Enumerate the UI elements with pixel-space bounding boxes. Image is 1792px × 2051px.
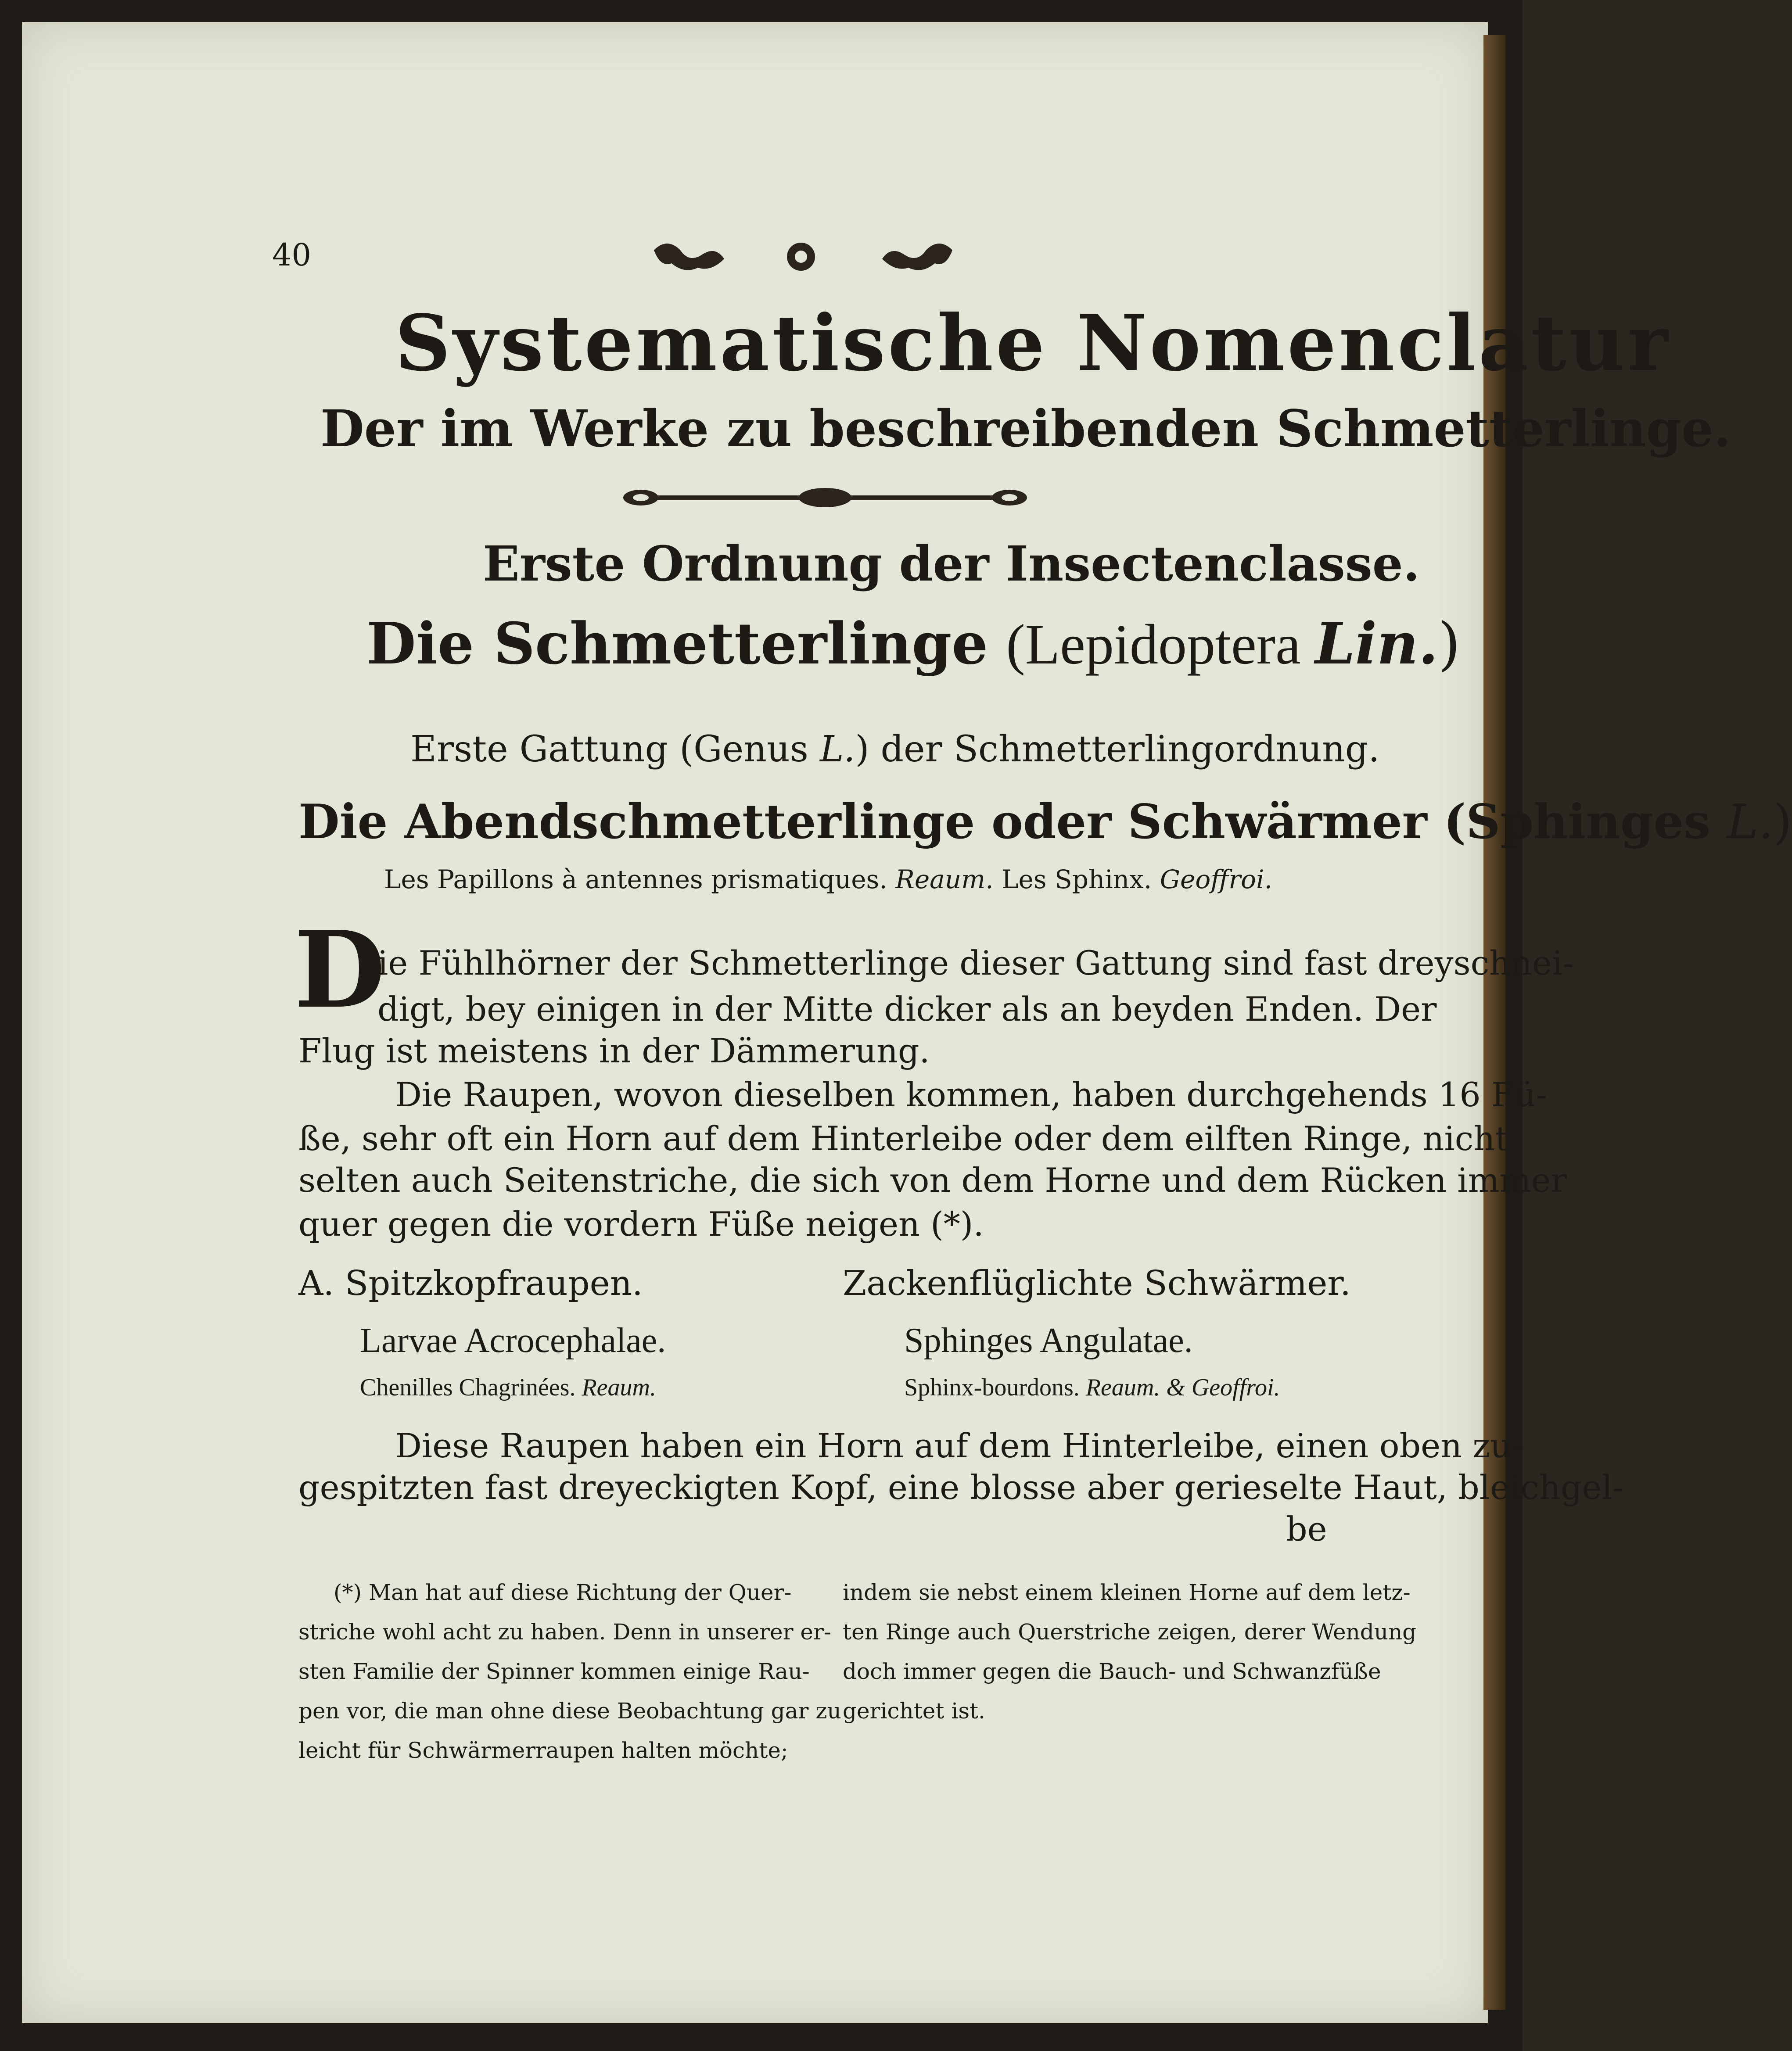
- chenilles-text: Chenilles Chagrinées.: [360, 1374, 582, 1401]
- section-body-line: Diese Raupen haben ein Horn auf dem Hinterleibe, einen oben zu-: [395, 1426, 1523, 1465]
- top-ornament: [650, 233, 957, 281]
- lepidoptera-author: Lin.: [1315, 610, 1438, 677]
- sphinx-prefix: Die Abendschmetterlinge oder Schwärmer (Sphinges: [298, 794, 1727, 850]
- chenilles-french: [360, 1373, 656, 1402]
- footnote-left-line: (*) Man hat auf diese Richtung der Quer-: [334, 1580, 792, 1605]
- genus-prefix: Erste Gattung (Genus: [410, 728, 820, 770]
- footnote-right-line: doch immer gegen die Bauch- und Schwanzfüße: [843, 1659, 1381, 1684]
- sphinx-heading: [298, 794, 1792, 850]
- genus-heading: [410, 728, 1379, 770]
- order-heading: Erste Ordnung der Insectenclasse.: [483, 535, 1420, 592]
- section-a-right-title: Zackenflüglichte Schwärmer.: [843, 1264, 1351, 1303]
- sphinx-text: Les Sphinx.: [993, 864, 1160, 894]
- footnote-right-line: gerichtet ist.: [843, 1698, 985, 1724]
- sphinx-bourdons-text: Sphinx-bourdons.: [904, 1374, 1086, 1401]
- genus-suffix: ) der Schmetterlingordnung.: [855, 728, 1380, 770]
- section-body-line: be: [1286, 1510, 1327, 1549]
- reaum-ref: Reaum.: [895, 864, 994, 894]
- french-synonym-line: [384, 864, 1272, 894]
- footnote-left-line: pen vor, die man ohne diese Beobachtung gar zu: [298, 1698, 841, 1724]
- divider-ornament: [623, 485, 1027, 511]
- page-subtitle: Der im Werke zu beschreibenden Schmetterlinge.: [320, 399, 1731, 459]
- sphinges-latin: Sphinges Angulatae.: [904, 1321, 1193, 1360]
- genus-author: L.: [819, 728, 855, 770]
- intro-line: selten auch Seitenstriche, die sich von dem Horne und dem Rücken immer: [298, 1161, 1567, 1200]
- footnote-right-line: ten Ringe auch Querstriche zeigen, derer Wendung: [843, 1619, 1417, 1645]
- sphinx-close: ): [1773, 795, 1792, 850]
- footnote-left-line: leicht für Schwärmerraupen halten möchte;: [298, 1738, 788, 1763]
- section-a-title: A. Spitzkopfraupen.: [298, 1264, 643, 1303]
- papillons-text: Les Papillons à antennes prismatiques.: [384, 864, 896, 894]
- drop-cap: D: [294, 908, 386, 1032]
- intro-line: Die Raupen, wovon dieselben kommen, haben durchgehends 16 Fü-: [395, 1075, 1548, 1114]
- lepidoptera-german: Die Schmetterlinge: [366, 610, 988, 677]
- intro-line: ße, sehr oft ein Horn auf dem Hinterleibe oder dem eilften Ringe, nicht: [298, 1119, 1508, 1158]
- sphinx-bourdons-author: Reaum. & Geoffroi.: [1085, 1374, 1280, 1401]
- intro-line: digt, bey einigen in der Mitte dicker als an beyden Enden. Der: [377, 990, 1437, 1029]
- larvae-latin: Larvae Acrocephalae.: [360, 1321, 666, 1360]
- footnote-left-line: striche wohl acht zu haben. Denn in unserer er-: [298, 1619, 831, 1645]
- section-body-line: gespitzten fast dreyeckigten Kopf, eine blosse aber gerieselte Haut, bleichgel-: [298, 1468, 1624, 1507]
- sphinx-bourdons-french: [904, 1373, 1280, 1402]
- lepidoptera-close: ): [1438, 610, 1461, 677]
- footnote-left-line: sten Familie der Spinner kommen einige Rau-: [298, 1659, 810, 1684]
- page-number: 40: [272, 237, 312, 273]
- intro-line: Flug ist meistens in der Dämmerung.: [298, 1031, 930, 1070]
- footnote-right-line: indem sie nebst einem kleinen Horne auf dem letz-: [843, 1580, 1411, 1605]
- intro-line: ie Fühlhörner der Schmetterlinge dieser Gattung sind fast dreyschnei-: [377, 943, 1574, 982]
- page-title: Systematische Nomenclatur: [395, 298, 1671, 388]
- lepidoptera-latin: (Lepidoptera: [1006, 613, 1315, 676]
- intro-line: quer gegen die vordern Füße neigen (*).: [298, 1205, 984, 1244]
- sphinx-author: L.: [1727, 795, 1774, 850]
- geoffroi-ref: Geoffroi.: [1160, 864, 1273, 894]
- lepidoptera-heading: [366, 610, 1461, 678]
- chenilles-author: Reaum.: [582, 1374, 656, 1401]
